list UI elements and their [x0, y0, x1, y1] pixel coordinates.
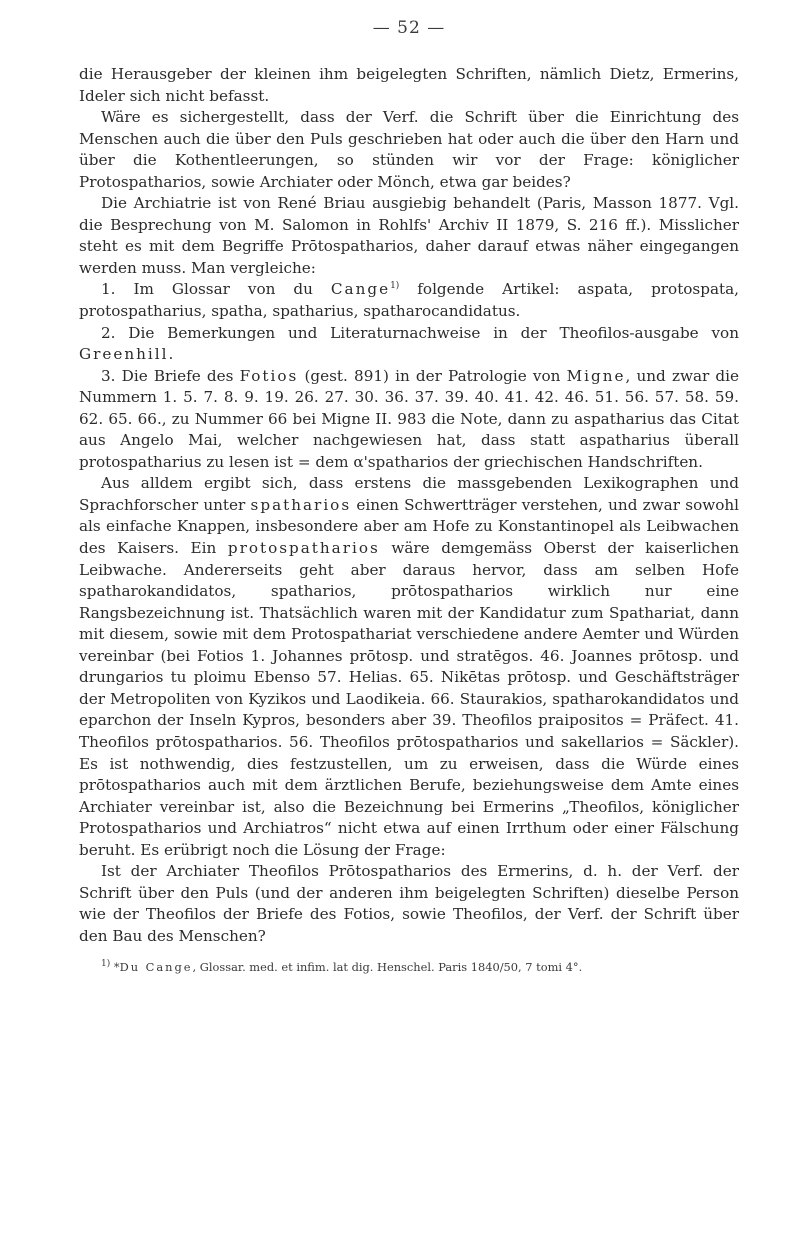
text-run: Wäre es sichergestellt, dass der Verf. die Schrift über die Einrichtung des Menschen auch die über den Puls geschrieben hat oder auch die über den Harn und über die Kothentleerungen, so stünden wir vor der Frage: königlicher Protospatharios, sowie Archiater oder Mönch, etwa gar beides?	[79, 108, 739, 191]
paragraph	[79, 107, 739, 193]
paragraph	[79, 64, 739, 107]
text-run: folgende Artikel: aspata, protospata, protospatharius, spatha, spatharius, spatharocandidatus.	[79, 280, 739, 321]
spaced-name: Migne	[566, 366, 626, 385]
page-number: — 52 —	[372, 18, 446, 38]
text-run: *	[110, 960, 120, 975]
text-run: Ist der Archiater Theofilos Prōtospatharios des Ermerins, d. h. der Verf. der Schrift über den Puls (und der anderen ihm beigelegten Schriften) dieselbe Person wie der Theofilos der Briefe des Fotios, sowie Theofilos, der Verf. der Schrift über den Bau des Menschen?	[79, 862, 739, 945]
paragraph	[79, 861, 739, 947]
paragraph	[79, 473, 739, 861]
spaced-name: Fotios	[239, 366, 299, 385]
spaced-name: Greenhill	[79, 345, 169, 364]
footnote-marker: 1)	[390, 281, 400, 292]
paragraph	[79, 366, 739, 474]
text-run: 3. Die Briefe des	[101, 366, 240, 385]
paragraph	[79, 323, 739, 366]
text-run: , Glossar. med. et infim. lat dig. Henschel. Paris 1840/50, 7 tomi 4°.	[192, 960, 583, 975]
text-run: wäre demgemäss Oberst der kaiserlichen Leibwache. Andererseits geht aber daraus hervor, dass am selben Hofe spatharokandidatos, spatharios, prōtospatharios wirklich nur eine Rangsbezeichnung ist. Thatsächlich waren mit der Kandidatur zum Spathariat, dann mit diesem, sowie mit dem Protospathariat verschiedene andere Aemter und Würden vereinbar (bei Fotios 1. Johannes prōtosp. und stratēgos. 46. Joannes prōtosp. und drungarios tu ploimu Ebenso 57. Helias. 65. Nikētas prōtosp. und Geschäftsträger der Metropoliten von Kyzikos und Laodikeia. 66. Staurakios, spatharokandidatos und eparchon der Inseln Kypros, besonders aber 39. Theofilos praipositos = Präfect. 41. Theofilos prōtospatharios. 56. Theofilos prōtospatharios und sakellarios = Säckler). Es ist nothwendig, dies festzustellen, um zu erweisen, dass die Würde eines prōtospatharios auch mit dem ärztlichen Berufe, beziehungsweise dem Amte eines Archiater vereinbar ist, also die Bezeichnung bei Ermerins „Theofilos, königlicher Protospatharios und Archiatros“ nicht etwa auf einen Irrthum oder einer Fälschung beruht. Es erübrigt noch die Lösung der Frage:	[79, 539, 739, 859]
text-run: (gest. 891) in der Patrologie von	[298, 366, 567, 385]
spaced-name: spatharios	[250, 495, 352, 514]
footnote-marker: 1)	[101, 959, 111, 970]
text-run: Aus alldem ergibt sich, dass erstens die massgebenden Lexikographen und Sprachforscher unter	[79, 474, 739, 514]
text-run: einen Schwertträger verstehen, und zwar sowohl als einfache Knappen, insbesondere aber am Hofe zu Konstantinopel als Leibwachen des Kaisers. Ein	[79, 495, 739, 558]
text-run: 2. Die Bemerkungen und Literaturnachweise in der Theofilos-ausgabe von	[101, 323, 739, 342]
spaced-name: Du Cange	[119, 960, 193, 975]
body-text	[79, 64, 739, 947]
text-run: 1. Im Glossar von du	[101, 280, 331, 299]
document-page	[79, 18, 739, 975]
spaced-name: Cange	[330, 280, 391, 299]
text-run: die Herausgeber der kleinen ihm beigelegten Schriften, nämlich Dietz, Ermerins, Ideler sich nicht befasst.	[79, 65, 739, 105]
text-run: Die Archiatrie ist von René Briau ausgiebig behandelt (Paris, Masson 1877. Vgl. die Besprechung von M. Salomon in Rohlfs' Archiv II 1879, S. 216 ff.). Misslicher steht es mit dem Begriffe Prōtospatharios, daher darauf etwas näher eingegangen werden muss. Man vergleiche:	[79, 194, 739, 277]
paragraph	[79, 193, 739, 279]
paragraph	[79, 279, 739, 322]
footnote	[79, 959, 739, 975]
text-run: , und zwar die Nummern 1. 5. 7. 8. 9. 19. 26. 27. 30. 36. 37. 39. 40. 41. 42. 46. 51. 56. 57. 58. 59. 62. 65. 66., zu Nummer 66 bei Migne II. 983 die Note, dann zu aspatharius das Citat aus Angelo Mai, welcher nachgewiesen hat, dass statt aspatharius überall protospatharius zu lesen ist = dem α'spatharios der griechischen Handschriften.	[79, 366, 739, 471]
spaced-name: protospatharios	[227, 539, 380, 558]
text-run: .	[168, 345, 174, 364]
